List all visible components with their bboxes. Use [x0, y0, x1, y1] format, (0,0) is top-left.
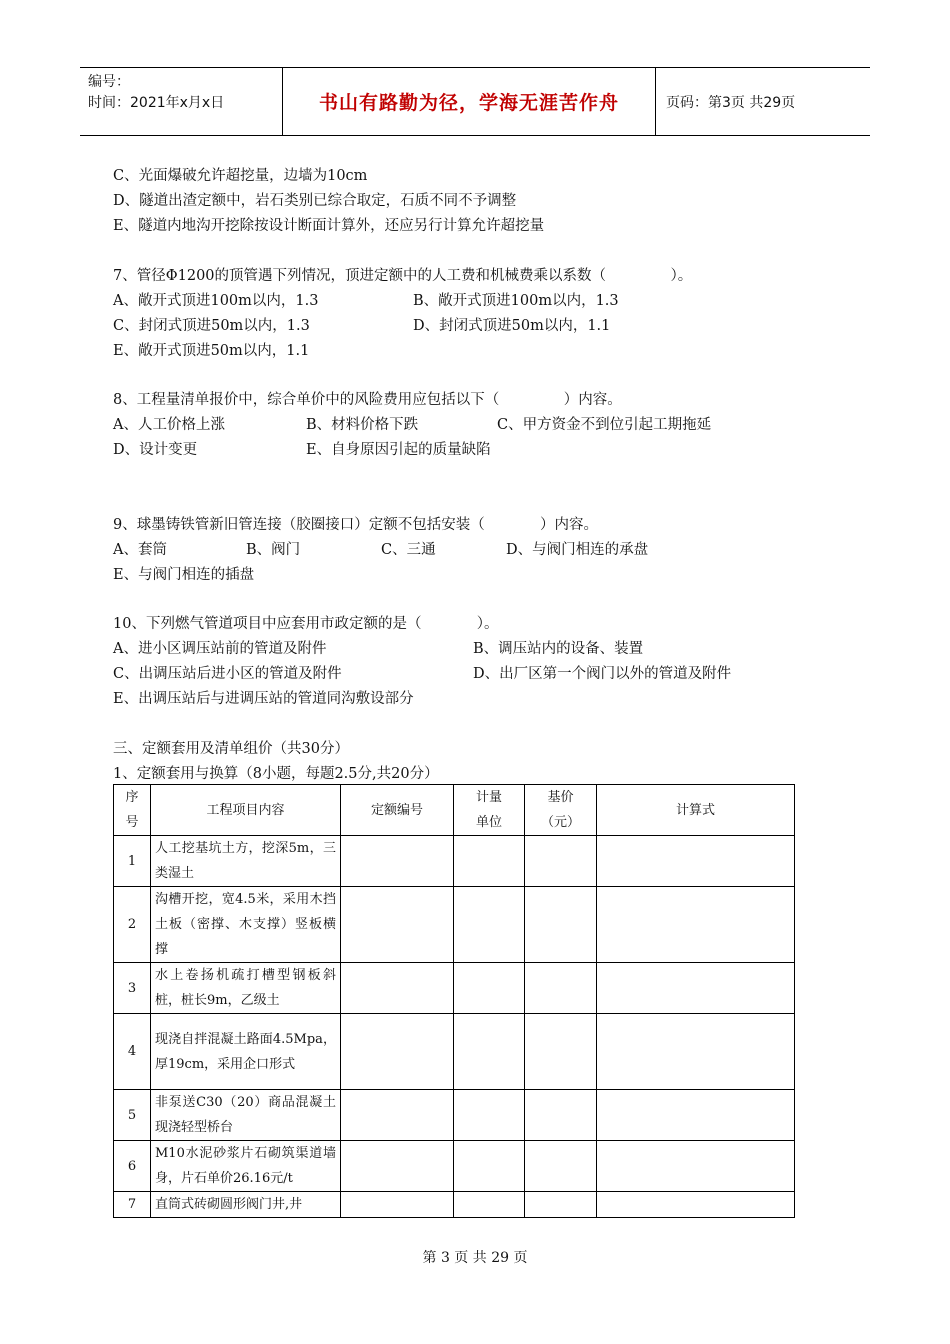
quota-table: [113, 784, 795, 1218]
table-row: [114, 963, 795, 1014]
section-3-title: 三、定额套用及清单组价（共30分）: [113, 741, 349, 757]
table-row: [114, 887, 795, 963]
row-number: 1: [114, 836, 151, 887]
row-price-cell[interactable]: [525, 1014, 597, 1090]
row-number: 2: [114, 887, 151, 963]
q9-stem: 9、球墨铸铁管新旧管连接（胶圈接口）定额不包括安装（ ）内容。: [113, 517, 599, 533]
row-unit-cell[interactable]: [454, 963, 525, 1014]
row-formula-cell[interactable]: [597, 1141, 795, 1192]
row-quota-code-cell[interactable]: [341, 963, 454, 1014]
row-number: 5: [114, 1090, 151, 1141]
header-seq: 序号: [114, 785, 151, 836]
row-price-cell[interactable]: [525, 963, 597, 1014]
row-formula-cell[interactable]: [597, 1192, 795, 1218]
row-number: 6: [114, 1141, 151, 1192]
row-quota-code-cell[interactable]: [341, 1192, 454, 1218]
row-quota-code-cell[interactable]: [341, 1014, 454, 1090]
row-content: 直筒式砖砌圆形阀门井,井: [151, 1192, 341, 1218]
table-row: [114, 1090, 795, 1141]
row-content: M10水泥砂浆片石砌筑渠道墙身，片石单价26.16元/t: [151, 1141, 341, 1192]
q9-option-c: C、三通: [381, 542, 436, 558]
section-3-subtitle: 1、定额套用与换算（8小题，每题2.5分,共20分）: [113, 766, 439, 782]
row-formula-cell[interactable]: [597, 836, 795, 887]
row-price-cell[interactable]: [525, 1141, 597, 1192]
row-quota-code-cell[interactable]: [341, 1141, 454, 1192]
header-base-price: 基价（元）: [525, 785, 597, 836]
row-number: 4: [114, 1014, 151, 1090]
table-row: [114, 1192, 795, 1218]
q8-stem: 8、工程量清单报价中，综合单价中的风险费用应包括以下（ ）内容。: [113, 392, 622, 408]
doc-number-label: 编号：: [88, 74, 130, 90]
q7-option-d: D、封闭式顶进50m以内，1.1: [413, 318, 611, 334]
row-content: 水上卷扬机疏打槽型钢板斜桩，桩长9m，乙级土: [151, 963, 341, 1014]
q7-option-e: E、敞开式顶进50m以内，1.1: [113, 343, 310, 359]
header-unit: 计量单位: [454, 785, 525, 836]
q7-option-c: C、封闭式顶进50m以内，1.3: [113, 318, 310, 334]
header-content: 工程项目内容: [151, 785, 341, 836]
row-unit-cell[interactable]: [454, 887, 525, 963]
q8-option-a: A、人工价格上涨: [113, 417, 225, 433]
q8-option-c: C、甲方资金不到位引起工期拖延: [497, 417, 712, 433]
header-quota-code: 定额编号: [341, 785, 454, 836]
header-formula: 计算式: [597, 785, 795, 836]
row-quota-code-cell[interactable]: [341, 887, 454, 963]
row-number: 3: [114, 963, 151, 1014]
q10-option-c: C、出调压站后进小区的管道及附件: [113, 666, 342, 682]
header-page-info: 页码：第3页 共29页: [666, 94, 796, 111]
q10-option-a: A、进小区调压站前的管道及附件: [113, 641, 327, 657]
row-unit-cell[interactable]: [454, 836, 525, 887]
row-unit-cell[interactable]: [454, 1014, 525, 1090]
q10-option-d: D、出厂区第一个阀门以外的管道及附件: [473, 666, 732, 682]
q7-stem: 7、管径Φ1200的顶管遇下列情况，顶进定额中的人工费和机械费乘以系数（ ）。: [113, 268, 693, 284]
q8-option-d: D、设计变更: [113, 442, 198, 458]
table-row: [114, 836, 795, 887]
q6-option-d: D、隧道出渣定额中，岩石类别已综合取定，石质不同不予调整: [113, 193, 517, 209]
row-quota-code-cell[interactable]: [341, 836, 454, 887]
q6-option-e: E、隧道内地沟开挖除按设计断面计算外，还应另行计算允许超挖量: [113, 218, 545, 234]
row-price-cell[interactable]: [525, 1192, 597, 1218]
row-unit-cell[interactable]: [454, 1090, 525, 1141]
row-content: 沟槽开挖，宽4.5米，采用木挡土板（密撑、木支撑）竖板横撑: [151, 887, 341, 963]
q10-stem: 10、下列燃气管道项目中应套用市政定额的是（ ）。: [113, 616, 499, 632]
row-number: 7: [114, 1192, 151, 1218]
row-price-cell[interactable]: [525, 1090, 597, 1141]
page-header: [80, 67, 870, 136]
row-formula-cell[interactable]: [597, 887, 795, 963]
row-quota-code-cell[interactable]: [341, 1090, 454, 1141]
q10-option-e: E、出调压站后与进调压站的管道同沟敷设部分: [113, 691, 414, 707]
header-meta: [80, 68, 282, 135]
doc-time-label: 时间：2021年x月x日: [88, 95, 225, 111]
q9-option-b: B、阀门: [246, 542, 301, 558]
q10-option-b: B、调压站内的设备、装置: [473, 641, 644, 657]
row-price-cell[interactable]: [525, 887, 597, 963]
row-content: 现浇自拌混凝土路面4.5Mpa，厚19cm，采用企口形式: [151, 1014, 341, 1090]
row-unit-cell[interactable]: [454, 1141, 525, 1192]
page-footer: 第 3 页 共 29 页: [422, 1250, 528, 1266]
row-unit-cell[interactable]: [454, 1192, 525, 1218]
q8-option-e: E、自身原因引起的质量缺陷: [306, 442, 491, 458]
q8-option-b: B、材料价格下跌: [306, 417, 419, 433]
row-content: 非泵送C30（20）商品混凝土现浇轻型桥台: [151, 1090, 341, 1141]
header-motto: 书山有路勤为径，学海无涯苦作舟: [282, 68, 656, 135]
q7-option-b: B、敞开式顶进100m以内，1.3: [413, 293, 619, 309]
q7-option-a: A、敞开式顶进100m以内，1.3: [113, 293, 319, 309]
q6-option-c: C、光面爆破允许超挖量，边墙为10cm: [113, 168, 368, 184]
row-price-cell[interactable]: [525, 836, 597, 887]
table-header-row: [114, 785, 795, 836]
row-formula-cell[interactable]: [597, 1090, 795, 1141]
row-formula-cell[interactable]: [597, 963, 795, 1014]
row-content: 人工挖基坑土方，挖深5m，三类湿土: [151, 836, 341, 887]
q9-option-a: A、套筒: [113, 542, 167, 558]
q9-option-d: D、与阀门相连的承盘: [506, 542, 649, 558]
row-formula-cell[interactable]: [597, 1014, 795, 1090]
q9-option-e: E、与阀门相连的插盘: [113, 567, 255, 583]
table-row: [114, 1014, 795, 1090]
table-row: [114, 1141, 795, 1192]
